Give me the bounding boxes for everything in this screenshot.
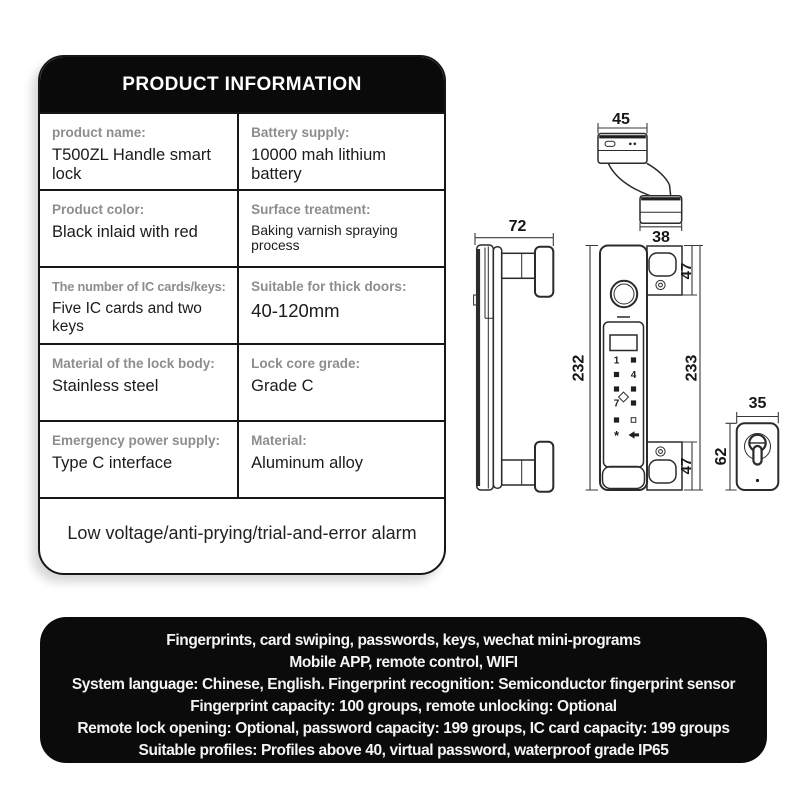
dim-label-38: 38: [652, 229, 670, 246]
handle-standoff: [502, 253, 535, 278]
dimension-diagram: [440, 95, 800, 515]
cell-emergency-power: [40, 422, 239, 497]
spec-value: Black inlaid with red: [52, 223, 198, 241]
keypad-key-icon: [631, 400, 636, 405]
spec-value: Five IC cards and two keys: [52, 300, 202, 335]
bottom-cap: [603, 467, 645, 489]
mounting-bracket-bottom: [647, 442, 682, 490]
spec-value: Stainless steel: [52, 377, 159, 395]
cell-battery-supply: [239, 114, 444, 189]
keypad-key-icon: [631, 357, 636, 362]
screw-icon: [656, 280, 665, 289]
keypad-key-icon: [631, 386, 636, 391]
side-view-drawing: [474, 218, 554, 492]
spec-label: Suitable for thick doors:: [251, 279, 407, 294]
table-row: [40, 266, 444, 343]
handle-knob: [535, 247, 553, 297]
cell-surface-treatment: [239, 191, 444, 266]
top-view-drawing: [598, 111, 682, 246]
dim-label-47-top: 47: [677, 262, 695, 280]
spec-table: [40, 112, 444, 573]
spec-value: 10000 mah lithium battery: [251, 146, 386, 183]
fingerprint-sensor-icon: [611, 281, 637, 307]
keypad-key-4: 4: [630, 370, 637, 381]
table-row: [40, 343, 444, 420]
keypad-key-icon: [614, 386, 619, 391]
dim-label-232: 232: [570, 354, 588, 382]
spec-value: Aluminum alloy: [251, 454, 364, 472]
spec-label: The number of IC cards/keys:: [52, 279, 226, 294]
keyhole-icon: [745, 434, 771, 465]
keypad-key-7: 7: [613, 398, 620, 410]
cell-door-thickness: [239, 268, 444, 343]
diamond-key-icon: [619, 392, 629, 402]
indicator-dot: [634, 143, 637, 146]
keypad-key-1: 1: [613, 355, 620, 367]
handle-standoff: [502, 460, 535, 485]
keypad-key-star: *: [613, 428, 620, 443]
handle-knob: [535, 442, 553, 492]
spec-value: Type C interface: [52, 454, 173, 472]
spec-label: Material:: [251, 433, 307, 448]
screw-icon: [656, 447, 665, 456]
keypad-key-icon: [614, 372, 619, 377]
feature-line: Remote lock opening: Optional, password capacity: 199 groups, IC card capacity: 199 groups: [77, 720, 730, 737]
dim-label-62: 62: [713, 447, 731, 466]
table-row: [40, 420, 444, 497]
feature-line: Fingerprint capacity: 100 groups, remote unlocking: Optional: [190, 698, 617, 715]
dim-label-35: 35: [748, 395, 767, 412]
spec-label: Emergency power supply:: [52, 433, 221, 448]
spec-label: Battery supply:: [251, 125, 350, 140]
table-row: [40, 112, 444, 189]
cell-lock-core-grade: [239, 345, 444, 420]
dim-label-47-bottom: 47: [677, 457, 695, 475]
enter-arrow-icon: [629, 431, 640, 438]
spec-value: Grade C: [251, 377, 314, 395]
keypad-key-icon: [614, 417, 619, 422]
indicator-dot: [629, 143, 632, 146]
front-view-drawing: [571, 246, 703, 491]
product-info-card: [38, 55, 446, 575]
cell-ic-cards: [40, 268, 239, 343]
spec-label: Lock core grade:: [251, 356, 360, 371]
card-title: PRODUCT INFORMATION: [40, 57, 444, 112]
spec-label: Material of the lock body:: [52, 356, 215, 371]
usb-c-port-icon: [605, 141, 615, 146]
cell-product-name: [40, 114, 239, 189]
alarm-feature-row: Low voltage/anti-prying/trial-and-error alarm: [40, 497, 444, 573]
cell-material: [239, 422, 444, 497]
feature-line: System language: Chinese, English. Fingerprint recognition: Semiconductor fingerprint sensor: [71, 676, 736, 693]
cell-product-color: [40, 191, 239, 266]
table-row: [40, 189, 444, 266]
cylinder-view-drawing: [713, 395, 778, 490]
display-screen: [610, 335, 637, 351]
spec-value: T500ZL Handle smart lock: [52, 146, 211, 183]
dim-label-45: 45: [612, 111, 630, 128]
spec-label: Product color:: [52, 202, 145, 217]
dim-label-233: 233: [683, 354, 701, 382]
screw-dot: [756, 479, 759, 482]
feature-line: Suitable profiles: Profiles above 40, virtual password, waterproof grade IP65: [138, 742, 669, 759]
feature-line: Mobile APP, remote control, WIFI: [289, 654, 518, 671]
spec-label: Surface treatment:: [251, 202, 371, 217]
mounting-bracket-top: [647, 246, 682, 295]
keypad-key-0-icon: [631, 418, 636, 423]
cell-lock-body-material: [40, 345, 239, 420]
keypad: [614, 356, 639, 444]
dim-label-72: 72: [508, 218, 527, 235]
spec-value: Baking varnish spraying process: [251, 223, 398, 253]
features-panel: [40, 617, 767, 763]
spec-value: 40-120mm: [251, 300, 340, 321]
spec-label: product name:: [52, 125, 146, 140]
feature-line: Fingerprints, card swiping, passwords, keys, wechat mini-programs: [166, 632, 641, 649]
